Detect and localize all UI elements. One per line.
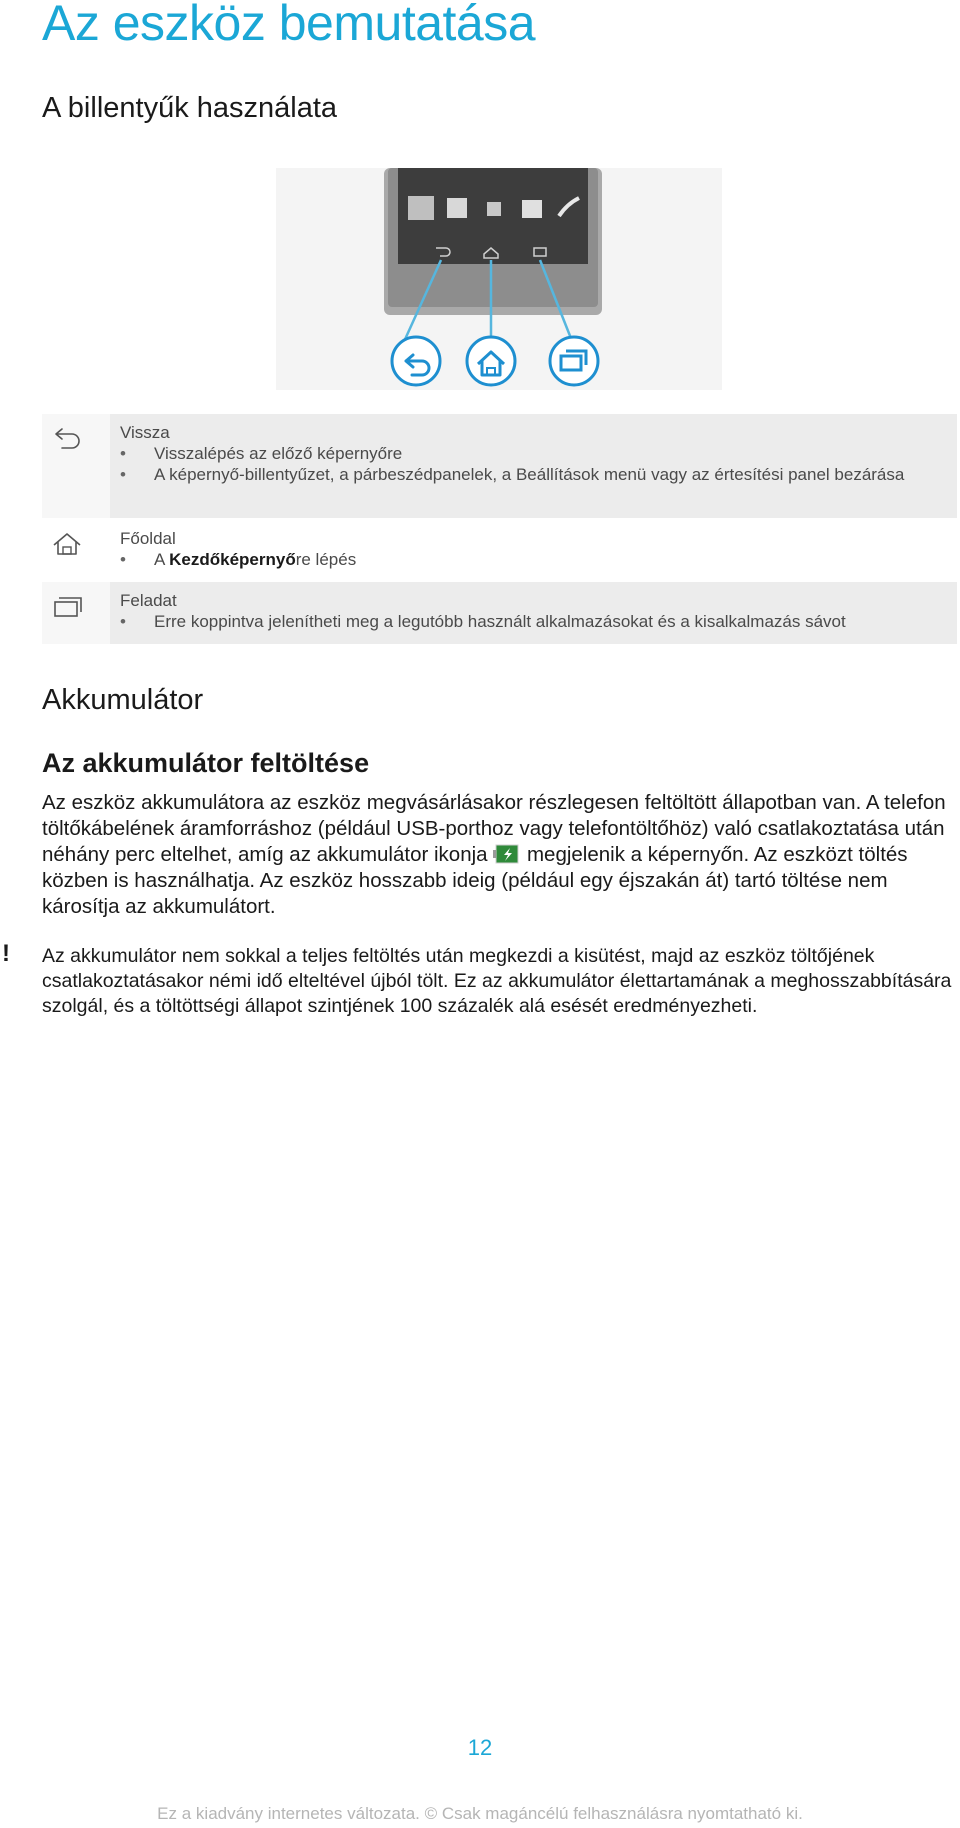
- key-row-back: [42, 412, 957, 518]
- phone-keys-illustration: [276, 168, 722, 390]
- key-name-home: Főoldal: [120, 529, 176, 548]
- key-bullet: • Erre koppintva jelenítheti meg a legutóbb használt alkalmazásokat és a kisalkalmazás sávot: [120, 611, 947, 632]
- task-icon: [50, 592, 84, 620]
- para-text-1: Az eszköz akkumulátora az eszköz megvásárlásakor részlegesen feltöltött állapotban van. A telefon töltőkábelének áramforráshoz (például USB-porthoz vagy telefontöltőhöz) való csatlakoztatása után néhány perc eltelhet, amíg az akkumulátor ikonja: [42, 791, 946, 866]
- footer-text: Ez a kiadvány internetes változata. © Csak magáncélú felhasználásra nyomtatható ki.: [157, 1804, 803, 1823]
- subsection-heading-charging: Az akkumulátor feltöltése: [42, 748, 370, 778]
- key-name-task: Feladat: [120, 591, 177, 610]
- warning-note: Az akkumulátor nem sokkal a teljes feltöltés után megkezdi a kisütést, majd az eszköz töltőjének csatlakoztatásakor némi idő elteltével újból tölt. Ez az akkumulátor élettartamának a meghosszabbítására szolgál, és a töltöttségi állapot szintjének 100 százalék alá esését eredményezheti.: [42, 945, 952, 1017]
- para-text-2: megjelenik a képernyőn. Az eszközt töltés közben is használhatja. Az eszköz hosszabb ideig (például egy éjszakán át) tartó töltése nem károsítja az akkumulátort.: [42, 843, 908, 918]
- page-number: 12: [467, 1735, 493, 1760]
- body-paragraph: [42, 790, 954, 920]
- key-row-task: [42, 580, 957, 644]
- back-icon: [50, 424, 84, 452]
- key-bullet: [120, 549, 947, 570]
- key-bullet: • A képernyő-billentyűzet, a párbeszédpanelek, a Beállítások menü vagy az értesítési panel bezárása: [120, 464, 947, 485]
- bullet-text-bold: Kezdőképernyő: [169, 550, 296, 569]
- section-heading-keys: A billentyűk használata: [42, 92, 338, 124]
- page-title: Az eszköz bemutatása: [42, 0, 536, 51]
- key-name-back: Vissza: [120, 423, 170, 442]
- home-icon: [50, 530, 84, 558]
- keys-table: [42, 412, 957, 644]
- section-heading-battery: Akkumulátor: [42, 684, 204, 716]
- battery-charging-icon: [493, 844, 521, 864]
- bullet-text-suffix: re lépés: [295, 550, 357, 569]
- key-bullet: • Visszalépés az előző képernyőre: [120, 443, 947, 464]
- key-row-home: [42, 518, 957, 580]
- bullet-text-prefix: A: [154, 550, 170, 569]
- warning-icon: !: [2, 940, 10, 967]
